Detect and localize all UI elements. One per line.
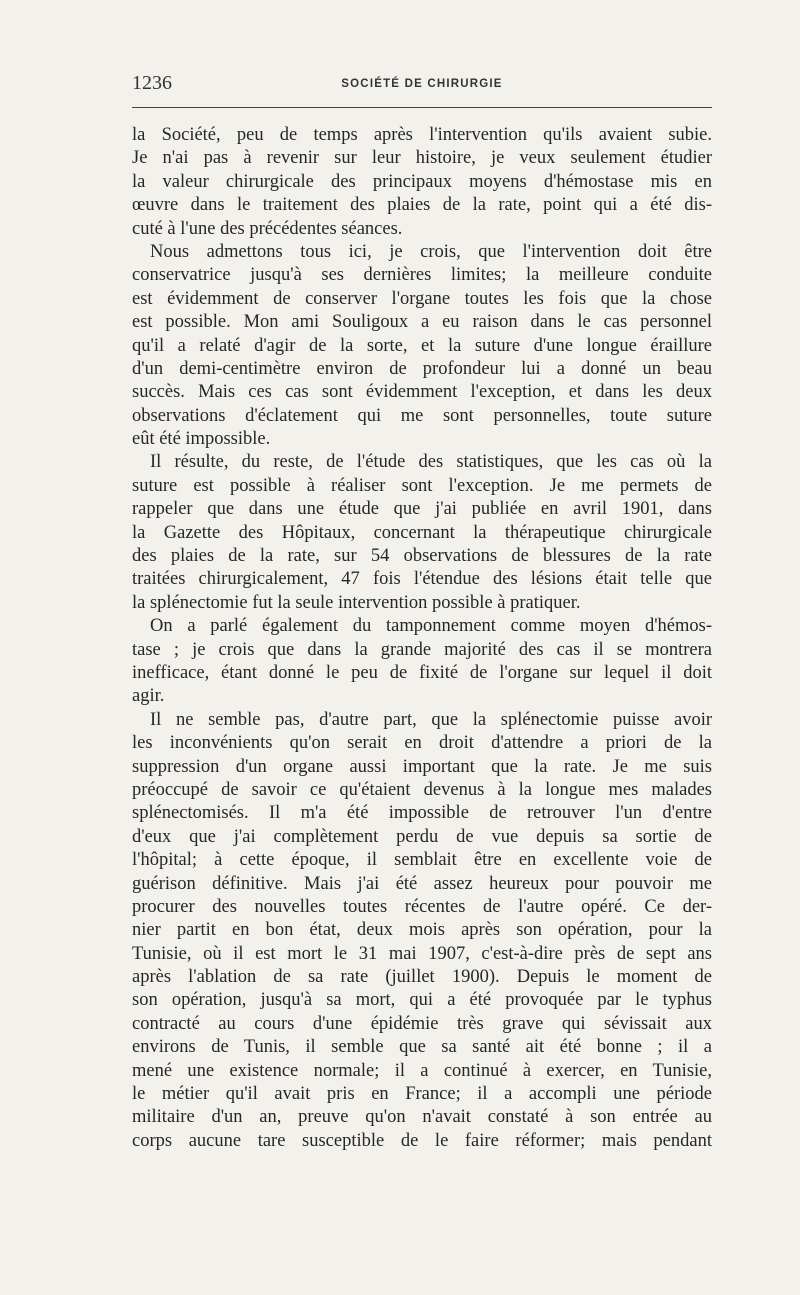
text-line: conservatrice jusqu'à ses dernières limites; la meilleure conduite [132, 265, 712, 286]
text-line: nier partit en bon état, deux mois après son opération, pour la [132, 920, 712, 941]
text-line: la Société, peu de temps après l'intervention qu'ils avaient subie. [132, 125, 712, 145]
text-line: succès. Mais ces cas sont évidemment l'exception, et dans les deux [132, 382, 712, 403]
running-title: SOCIÉTÉ DE CHIRURGIE [341, 78, 503, 90]
text-line: splénectomisés. Il m'a été impossible de retrouver l'un d'entre [132, 803, 712, 824]
text-line: tase ; je crois que dans la grande majorité des cas il se montrera [132, 639, 712, 660]
text-line: les inconvénients qu'on serait en droit d'attendre a priori de la [132, 733, 712, 754]
page-number: 1236 [132, 72, 172, 94]
text-line: est possible. Mon ami Souligoux a eu raison dans le cas personnel [132, 312, 712, 333]
text-line: préoccupé de savoir ce qu'étaient devenus à la longue mes malades [132, 779, 712, 800]
text-line: œuvre dans le traitement des plaies de la rate, point qui a été dis- [132, 195, 712, 216]
text-line: rappeler que dans une étude que j'ai publiée en avril 1901, dans [132, 499, 712, 520]
text-line: mené une existence normale; il a continué à exercer, en Tunisie, [132, 1060, 712, 1081]
text-line: guérison définitive. Mais j'ai été assez heureux pour pouvoir me [132, 873, 712, 894]
text-line: corps aucune tare susceptible de le faire réformer; mais pendant [132, 1130, 712, 1151]
text-line: des plaies de la rate, sur 54 observations de blessures de la rate [132, 546, 712, 567]
text-line: est évidemment de conserver l'organe toutes les fois que la chose [132, 288, 712, 309]
text-line: le métier qu'il avait pris en France; il a accompli une période [132, 1084, 712, 1105]
text-line: Il ne semble pas, d'autre part, que la splénectomie puisse avoir [150, 709, 712, 730]
text-line: l'hôpital; à cette époque, il semblait être en excellente voie de [132, 850, 712, 871]
text-line: inefficace, étant donné le peu de fixité de l'organe sur lequel il doit [132, 662, 712, 683]
text-line: militaire d'un an, preuve qu'on n'avait constaté à son entrée au [132, 1107, 712, 1128]
text-line: qu'il a relaté d'agir de la sorte, et la suture d'une longue éraillure [132, 335, 712, 356]
header-rule [132, 107, 712, 108]
text-line: après l'ablation de sa rate (juillet 1900). Depuis le moment de [132, 967, 712, 988]
text-line: d'eux que j'ai complètement perdu de vue depuis sa sortie de [132, 826, 712, 847]
text-line: environs de Tunis, il semble que sa santé ait été bonne ; il a [132, 1037, 712, 1058]
text-line: Il résulte, du reste, de l'étude des statistiques, que les cas où la [150, 452, 712, 473]
body-text [132, 124, 712, 1153]
text-line: procurer des nouvelles toutes récentes de l'autre opéré. Ce der- [132, 896, 712, 917]
text-line: suture est possible à réaliser sont l'exception. Je me permets de [132, 475, 712, 496]
text-line: On a parlé également du tamponnement comme moyen d'hémos- [150, 616, 712, 637]
page-header [132, 72, 712, 102]
text-line: eût été impossible. [132, 429, 271, 450]
text-line: d'un demi-centimètre environ de profondeur lui a donné un beau [132, 358, 712, 379]
text-line: la splénectomie fut la seule intervention possible à pratiquer. [132, 592, 581, 613]
text-line: cuté à l'une des précédentes séances. [132, 218, 403, 239]
text-line: la Gazette des Hôpitaux, concernant la thérapeutique chirurgicale [132, 522, 712, 543]
text-line: Tunisie, où il est mort le 31 mai 1907, c'est-à-dire près de sept ans [132, 943, 712, 964]
text-line: son opération, jusqu'à sa mort, qui a été provoquée par le typhus [132, 990, 712, 1011]
text-line: traitées chirurgicalement, 47 fois l'étendue des lésions était telle que [132, 569, 712, 590]
text-line: contracté au cours d'une épidémie très grave qui sévissait aux [132, 1013, 712, 1034]
text-line: observations d'éclatement qui me sont personnelles, toute suture [132, 405, 712, 426]
text-line: agir. [132, 686, 165, 707]
text-line: Nous admettons tous ici, je crois, que l'intervention doit être [150, 241, 712, 262]
text-line: la valeur chirurgicale des principaux moyens d'hémostase mis en [132, 171, 712, 192]
text-line: Je n'ai pas à revenir sur leur histoire, je veux seulement étudier [132, 148, 712, 169]
text-line: suppression d'un organe aussi important que la rate. Je me suis [132, 756, 712, 777]
